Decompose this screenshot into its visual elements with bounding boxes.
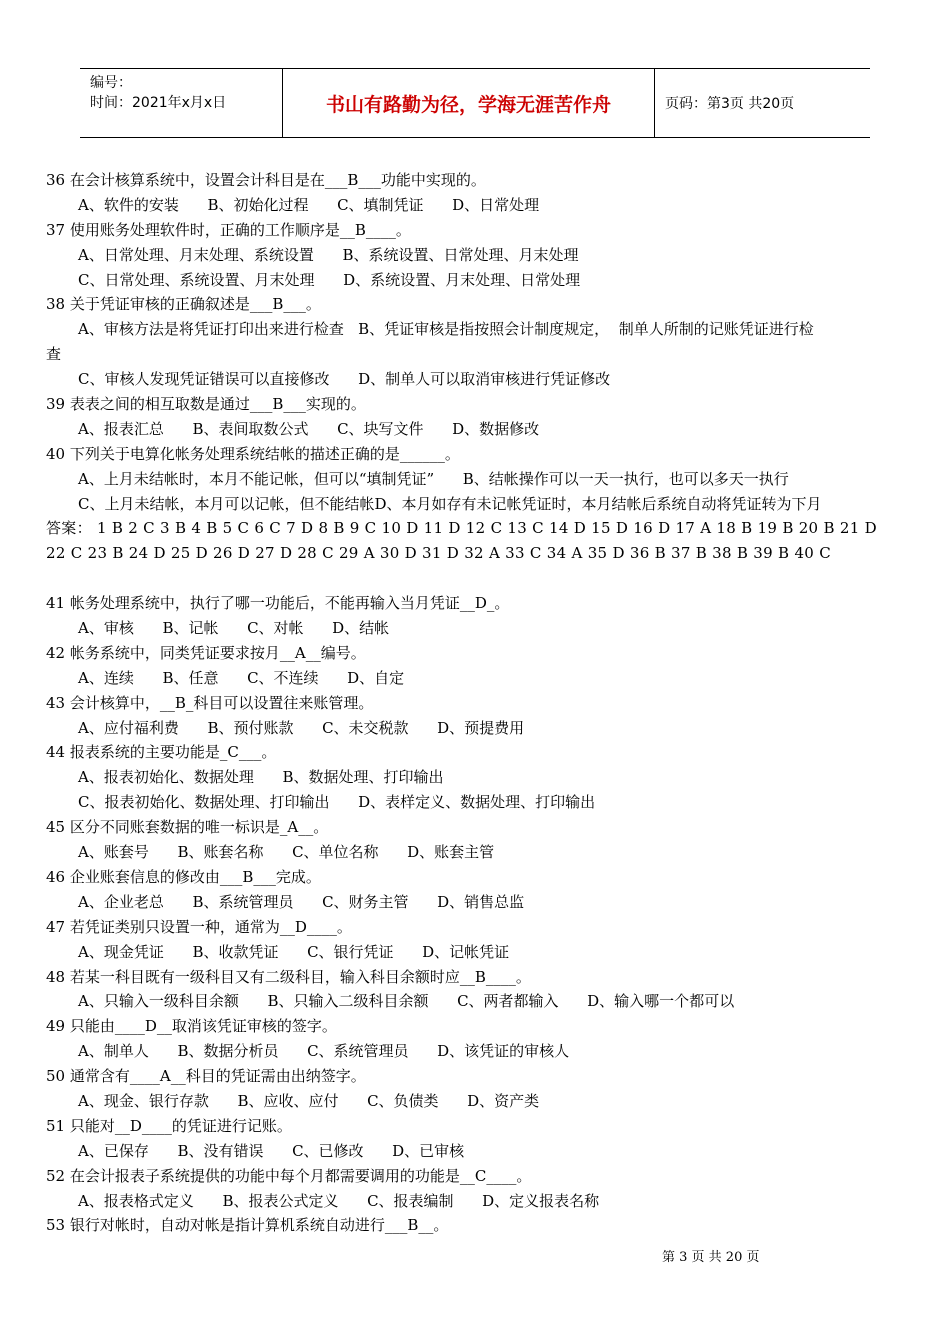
question-text: 45 区分不同账套数据的唯一标识是_A__。 — [46, 818, 329, 837]
answer-key-line: 22 C 23 B 24 D 25 D 26 D 27 D 28 C 29 A 30 D 31 D 32 A 33 C 34 A 35 D 36 B 37 B 38 B 39 B 40 C — [46, 544, 831, 563]
question-text: 48 若某一科目既有一级科目又有二级科目，输入科目余额时应__B____。 — [46, 967, 531, 986]
question-options: A、连续 B、任意 C、不连续 D、自定 — [78, 668, 405, 687]
question-options: A、报表汇总 B、表间取数公式 C、块写文件 D、数据修改 — [78, 419, 540, 438]
question-text: 36 在会计核算系统中，设置会计科目是在___B___功能中实现的。 — [46, 171, 486, 189]
question-options: A、只输入一级科目余额 B、只输入二级科目余额 C、两者都输入 D、输入哪一个都可以 — [78, 992, 735, 1011]
question-text: 40 下列关于电算化帐务处理系统结帐的描述正确的是______。 — [46, 444, 460, 463]
question-text: 53 银行对帐时，自动对帐是指计算机系统自动进行___B__。 — [46, 1216, 449, 1235]
question-options: A、报表初始化、数据处理 B、数据处理、打印输出 — [78, 768, 444, 787]
question-options: A、现金凭证 B、收款凭证 C、银行凭证 D、记帐凭证 — [78, 942, 510, 961]
document-body — [46, 168, 908, 1238]
page-footer: 第 3 页 共 20 页 — [662, 1250, 760, 1265]
answer-key-line: 答案： 1 B 2 C 3 B 4 B 5 C 6 C 7 D 8 B 9 C 10 D 11 D 12 C 13 C 14 D 15 D 16 D 17 A 18 B 19 B 20 B 21 D — [46, 519, 877, 538]
question-options: A、应付福利费 B、预付账款 C、未交税款 D、预提费用 — [78, 718, 525, 737]
blank-line — [46, 566, 908, 591]
question-options: A、软件的安装 B、初始化过程 C、填制凭证 D、日常处理 — [78, 195, 540, 214]
question-text: 52 在会计报表子系统提供的功能中每个月都需要调用的功能是__C____。 — [46, 1166, 532, 1185]
question-options: A、已保存 B、没有错误 C、已修改 D、已审核 — [78, 1141, 465, 1160]
question-options: C、日常处理、系统设置、月末处理 D、系统设置、月末处理、日常处理 — [78, 270, 581, 289]
header-motto: 书山有路勤为径，学海无涯苦作舟 — [283, 69, 655, 137]
question-options: A、审核 B、记帐 C、对帐 D、结帐 — [78, 619, 390, 638]
question-text: 51 只能对__D____的凭证进行记账。 — [46, 1116, 292, 1135]
question-options: A、上月未结帐时，本月不能记帐，但可以“填制凭证” B、结帐操作可以一天一执行，也可以多天一执行 — [78, 469, 789, 488]
question-text: 50 通常含有____A__科目的凭证需由出纳签字。 — [46, 1067, 366, 1086]
question-options: A、账套号 B、账套名称 C、单位名称 D、账套主管 — [78, 843, 495, 862]
question-options: A、现金、银行存款 B、应收、应付 C、负债类 D、资产类 — [78, 1091, 540, 1110]
question-options: C、上月未结帐，本月可以记帐，但不能结帐D、本月如存有未记帐凭证时，本月结帐后系统自动将凭证转为下月 — [78, 494, 822, 513]
header-page-number: 页码：第3页 共20页 — [665, 96, 795, 112]
question-text: 查 — [46, 345, 62, 364]
header-number: 编号： — [90, 75, 132, 91]
question-text: 42 帐务系统中，同类凭证要求按月__A__编号。 — [46, 643, 366, 662]
header-time: 时间：2021年x月x日 — [90, 95, 227, 111]
question-options: A、制单人 B、数据分析员 C、系统管理员 D、该凭证的审核人 — [78, 1042, 570, 1061]
question-text: 39 表表之间的相互取数是通过___B___实现的。 — [46, 395, 366, 414]
question-options: A、报表格式定义 B、报表公式定义 C、报表编制 D、定义报表名称 — [78, 1191, 600, 1210]
question-text: 47 若凭证类别只设置一种，通常为__D____。 — [46, 917, 352, 936]
page-header — [80, 68, 870, 138]
question-text: 44 报表系统的主要功能是_C___。 — [46, 743, 277, 762]
question-options: C、审核人发现凭证错误可以直接修改 D、制单人可以取消审核进行凭证修改 — [78, 370, 611, 389]
question-text: 38 关于凭证审核的正确叙述是___B___。 — [46, 295, 321, 314]
question-text: 49 只能由____D__取消该凭证审核的签字。 — [46, 1017, 337, 1036]
question-options: A、日常处理、月末处理、系统设置 B、系统设置、日常处理、月末处理 — [78, 245, 579, 264]
question-options: A、审核方法是将凭证打印出来进行检查 B、凭证审核是指按照会计制度规定， 制单人所制的记账凭证进行检 — [78, 320, 814, 339]
question-text: 37 使用账务处理软件时，正确的工作顺序是__B____。 — [46, 220, 411, 239]
question-text: 43 会计核算中，__B_科目可以设置往来账管理。 — [46, 693, 374, 712]
question-options: C、报表初始化、数据处理、打印输出 D、表样定义、数据处理、打印输出 — [78, 793, 596, 812]
question-text: 41 帐务处理系统中，执行了哪一功能后，不能再输入当月凭证__D_。 — [46, 594, 510, 613]
question-text: 46 企业账套信息的修改由___B___完成。 — [46, 867, 321, 886]
question-options: A、企业老总 B、系统管理员 C、财务主管 D、销售总监 — [78, 892, 525, 911]
header-meta — [80, 69, 283, 137]
